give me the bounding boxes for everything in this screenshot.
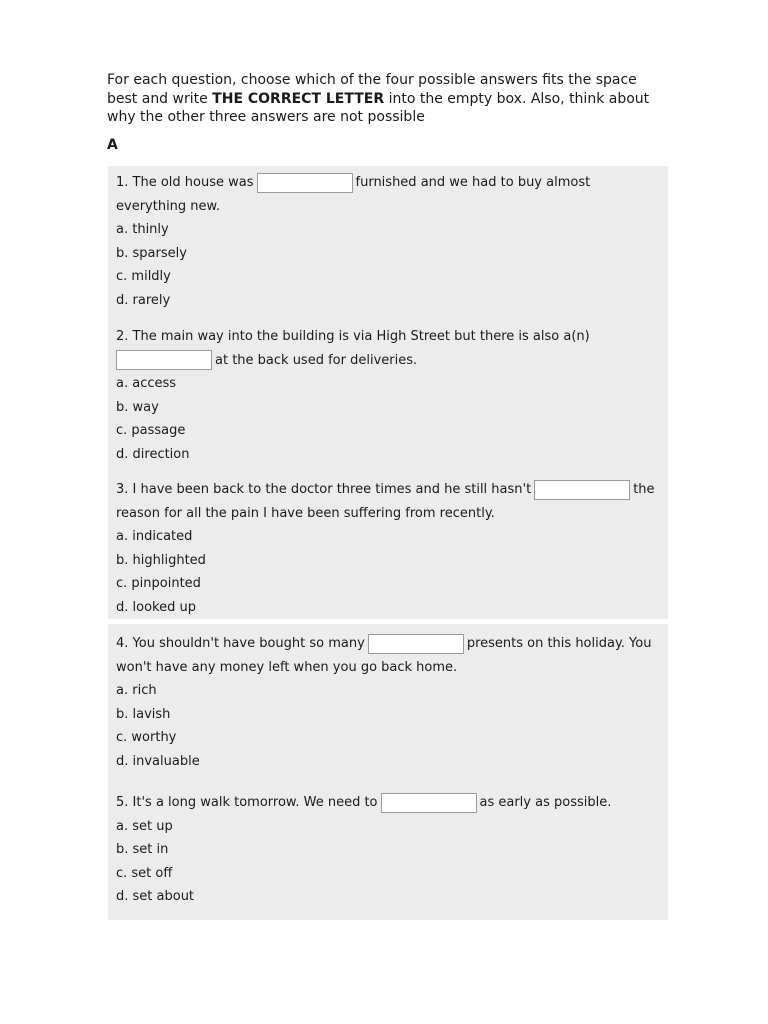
question-text-before: 4. You shouldn't have bought so many [116,636,365,651]
option-b: b. way [116,399,159,415]
answer-box-1[interactable] [257,173,353,193]
question-1 [116,171,661,312]
answer-box-4[interactable] [368,634,464,654]
section-heading: A [107,137,118,153]
option-a: a. access [116,376,177,391]
option-c: c. pinpointed [116,576,201,591]
option-c: c. passage [116,423,186,438]
option-d: d. direction [116,446,190,462]
question-text-before: 1. The old house was [116,175,254,190]
question-text-after: furnished and we had to buy almost everything new. [116,175,591,214]
answer-box-5[interactable] [381,793,477,813]
question-text-after: at the back used for deliveries. [215,352,418,368]
question-stem [116,791,661,815]
question-stem [116,325,661,372]
question-stem [116,632,661,679]
option-c: c. mildly [116,269,171,284]
option-d: d. rarely [116,292,171,308]
answer-box-3[interactable] [534,480,630,500]
option-d: d. invaluable [116,753,200,769]
question-stem [116,478,661,525]
option-b: b. set in [116,842,169,857]
question-text-before: 2. The main way into the building is via High Street but there is also a(n) [116,329,590,344]
question-2 [116,325,661,466]
question-text-after: presents on this holiday. You won't have any money left when you go back home. [116,636,652,675]
option-d: d. set about [116,889,195,904]
option-c: c. worthy [116,730,177,745]
option-b: b. highlighted [116,552,206,568]
question-5 [116,791,661,909]
question-text-before: 3. I have been back to the doctor three times and he still hasn't [116,482,532,497]
instructions-emphasis: THE CORRECT LETTER [212,90,385,107]
question-stem [116,171,661,218]
option-b: b. lavish [116,706,171,722]
question-text-after: the reason for all the pain I have been suffering from recently. [116,482,655,521]
instructions [107,71,667,127]
answer-box-2[interactable] [116,350,212,370]
option-a: a. indicated [116,529,193,544]
option-a: a. thinly [116,222,169,237]
option-a: a. set up [116,818,173,834]
instructions-text-end: into the empty box. Also, think about why the other three answers are not possible [107,90,650,125]
option-a: a. rich [116,683,157,698]
option-d: d. looked up [116,599,196,615]
question-3 [116,478,661,619]
option-c: c. set off [116,865,173,881]
question-panel-2 [108,624,668,920]
question-text-before: 5. It's a long walk tomorrow. We need to [116,795,378,810]
question-4 [116,632,661,773]
question-panel-1 [108,166,668,619]
question-text-after: as early as possible. [479,795,612,810]
option-b: b. sparsely [116,245,187,261]
instructions-text: For each question, choose which of the four possible answers fits the space best and write [107,72,637,107]
